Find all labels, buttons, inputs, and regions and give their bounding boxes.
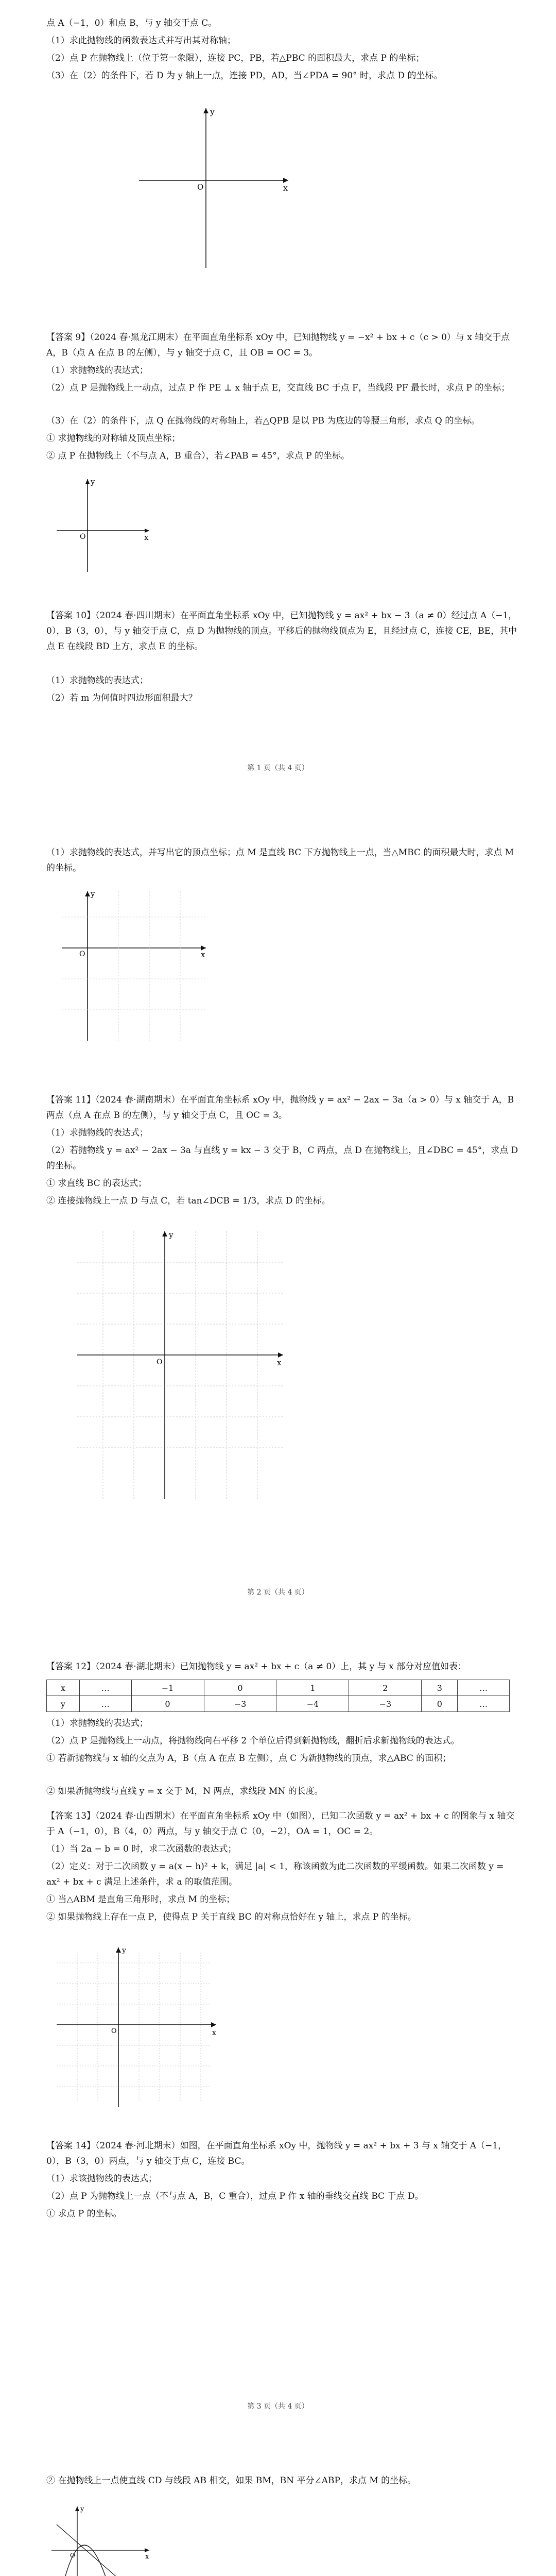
svg-text:x: x: [277, 1358, 282, 1367]
p3-q12-2: （2）点 P 是抛物线上一动点，将抛物线向右平移 2 个单位后得到新抛物线，翻折后求新抛物线的表达式。: [46, 1736, 460, 1746]
p2-q11-3: ① 求直线 BC 的表达式；: [46, 1178, 147, 1189]
table-row: x … −1 0 1 2 3 …: [47, 1680, 510, 1696]
p1-line-1: （1）求此抛物线的函数表达式并写出其对称轴；: [46, 36, 236, 46]
page-1: [0, 0, 556, 804]
p2-q11-2: （2）若抛物线 y = ax² − 2ax − 3a 与直线 y = kx − 3 交于 B，C 两点，点 D 在抛物线上，且∠DBC = 45°，求点 D 的坐标。: [46, 1145, 518, 1171]
p2-q11-4: ② 连接抛物线上一点 D 与点 C，若 tan∠DCB = 1/3，求点 D 的坐标。: [46, 1196, 331, 1206]
p3-q14-1: （1）求该抛物线的表达式；: [46, 2174, 157, 2184]
svg-text:x: x: [201, 950, 205, 959]
coordinate-figure-2: [51, 474, 154, 577]
table-row: y … 0 −3 −4 −3 0 …: [47, 1696, 510, 1712]
svg-text:O: O: [197, 182, 204, 192]
p2-intro: （1）求抛物线的表达式，并写出它的顶点坐标；点 M 是直线 BC 下方抛物线上一点，当△MBC 的面积最大时，求点 M 的坐标。: [46, 848, 514, 873]
svg-text:x: x: [212, 2029, 216, 2037]
svg-text:O: O: [157, 1358, 163, 1366]
page-footer-2: 第 2 页（共 4 页）: [247, 1588, 309, 1597]
page-footer-3: 第 3 页（共 4 页）: [247, 2402, 309, 2411]
coordinate-figure-4: [72, 1226, 288, 1504]
svg-text:x: x: [283, 183, 288, 193]
p3-q13-0: 【答案 13】（2024 春·山西期末）在平面直角坐标系 xOy 中（如图），已知二次函数 y = ax² + bx + c 的图象与 x 轴交于 A（−1，0），B（4，0）两点，与 y 轴交于点 C（0，−2），OA = 1，OC = 2。: [46, 1811, 515, 1837]
p1-line-2: （2）点 P 在抛物线上（位于第一象限），连接 PC，PB，若△PBC 的面积最大，求点 P 的坐标；: [46, 53, 425, 63]
p2-q11-0: 【答案 11】（2024 春·湖南期末）在平面直角坐标系 xOy 中，抛物线 y = ax² − 2ax − 3a（a > 0）与 x 轴交于 A，B 两点（点 A 在点 B 的左侧），与 y 轴交于点 C，且 OC = 3。: [46, 1095, 514, 1121]
svg-text:y: y: [91, 889, 95, 899]
value-table: [46, 1680, 510, 1712]
p3-q12-4: ② 如果新抛物线与直线 y = x 交于 M，N 两点，求线段 MN 的长度。: [46, 1786, 323, 1797]
page-2: [0, 804, 556, 1628]
p3-q14-3: ① 求点 P 的坐标。: [46, 2209, 122, 2219]
p1-q9-2: （2）点 P 是抛物线上一动点，过点 P 作 PE ⊥ x 轴于点 E，交直线 BC 于点 F，当线段 PF 最长时，求点 P 的坐标；: [46, 383, 510, 393]
page-3: [0, 1628, 556, 2442]
svg-text:O: O: [80, 533, 86, 541]
p3-q14-2: （2）点 P 为抛物线上一点（不与点 A，B，C 重合），过点 P 作 x 轴的垂线交直线 BC 于点 D。: [46, 2191, 424, 2201]
svg-text:y: y: [122, 1946, 126, 1955]
coordinate-figure-3: [57, 886, 211, 1046]
page-footer-1: 第 1 页（共 4 页）: [247, 764, 309, 772]
p1-q9-3: （3）在（2）的条件下，点 Q 在抛物线的对称轴上，若△QPB 是以 PB 为底边的等腰三角形，求点 Q 的坐标。: [46, 416, 480, 426]
p3-q14-0: 【答案 14】（2024 春·河北期末）如图，在平面直角坐标系 xOy 中，抛物线 y = ax² + bx + 3 与 x 轴交于 A（−1，0），B（3，0）两点，与 y 轴交于点 C，连接 BC。: [46, 2141, 507, 2166]
svg-text:y: y: [210, 107, 215, 116]
svg-text:y: y: [91, 477, 95, 486]
p1-q9-0: 【答案 9】（2024 春·黑龙江期末）在平面直角坐标系 xOy 中，已知抛物线 y = −x² + bx + c（c > 0）与 x 轴交于点 A，B（点 A 在点 B 的左侧），与 y 轴交于点 C，且 OB = OC = 3。: [46, 332, 510, 358]
p1-q10-0: 【答案 10】（2024 春·四川期末）在平面直角坐标系 xOy 中，已知抛物线 y = ax² + bx − 3（a ≠ 0）经过点 A（−1，0），B（3，0），与 y 轴交于点 C，点 D 为抛物线的顶点。平移后的抛物线顶点为 E，且经过点 C，连接 CE，BE，其中点 E 在线段 BD 上方，求点 E 的坐标。: [46, 611, 517, 652]
coordinate-figure-1: [129, 103, 299, 273]
p1-q10-1: （1）求抛物线的表达式；: [46, 675, 148, 686]
svg-text:O: O: [79, 950, 85, 958]
parabola-figure-6: [46, 2504, 154, 2576]
p1-q10-2: （2）若 m 为何值时四边形面积最大？: [46, 693, 197, 703]
grid-figure-5: [46, 1942, 221, 2112]
p3-q13-1: （1）当 2a − b = 0 时，求二次函数的表达式；: [46, 1844, 237, 1854]
p1-line-3: （3）在（2）的条件下，若 D 为 y 轴上一点，连接 PD，AD，当∠PDA = 90° 时，求点 D 的坐标。: [46, 71, 443, 81]
svg-text:x: x: [145, 2553, 149, 2561]
p3-q12-3: ① 若新抛物线与 x 轴的交点为 A，B（点 A 在点 B 左侧），点 C 为新抛物线的顶点，求△ABC 的面积；: [46, 1753, 451, 1764]
p1-line-0: 点 A（−1，0）和点 B，与 y 轴交于点 C。: [46, 18, 217, 28]
p1-q9-1: （1）求抛物线的表达式；: [46, 365, 148, 376]
p3-q13-2: （2）定义：对于二次函数 y = a(x − h)² + k，满足 |a| < 1，称该函数为此二次函数的平缓函数。如果二次函数 y = ax² + bx + c 满足上述条件，求 a 的取值范围。: [46, 1861, 504, 1887]
page-4: [0, 2442, 556, 2576]
p4-intro: ② 在抛物线上一点使直线 CD 与线段 AB 相交，如果 BM，BN 平分∠ABP，求点 M 的坐标。: [46, 2476, 416, 2486]
p3-q13-3: ① 当△ABM 是直角三角形时，求点 M 的坐标；: [46, 1894, 235, 1905]
p1-q9-5: ② 点 P 在抛物线上（不与点 A，B 重合），若∠PAB = 45°，求点 P 的坐标。: [46, 451, 350, 461]
p3-q12-1: （1）求抛物线的表达式；: [46, 1718, 148, 1728]
svg-text:x: x: [144, 533, 149, 542]
p1-q9-4: ① 求抛物线的对称轴及顶点坐标；: [46, 433, 181, 444]
svg-text:y: y: [169, 1230, 173, 1240]
svg-text:y: y: [80, 2505, 84, 2513]
p3-q12-0: 【答案 12】（2024 春·湖北期末）已知抛物线 y = ax² + bx + c（a ≠ 0）上，其 y 与 x 部分对应值如表：: [46, 1662, 467, 1672]
svg-text:O: O: [111, 2027, 117, 2035]
p3-q13-4: ② 如果抛物线上存在一点 P，使得点 P 关于直线 BC 的对称点恰好在 y 轴上，求点 P 的坐标。: [46, 1912, 416, 1922]
svg-text:O: O: [70, 2552, 75, 2559]
p2-q11-1: （1）求抛物线的表达式；: [46, 1128, 148, 1138]
